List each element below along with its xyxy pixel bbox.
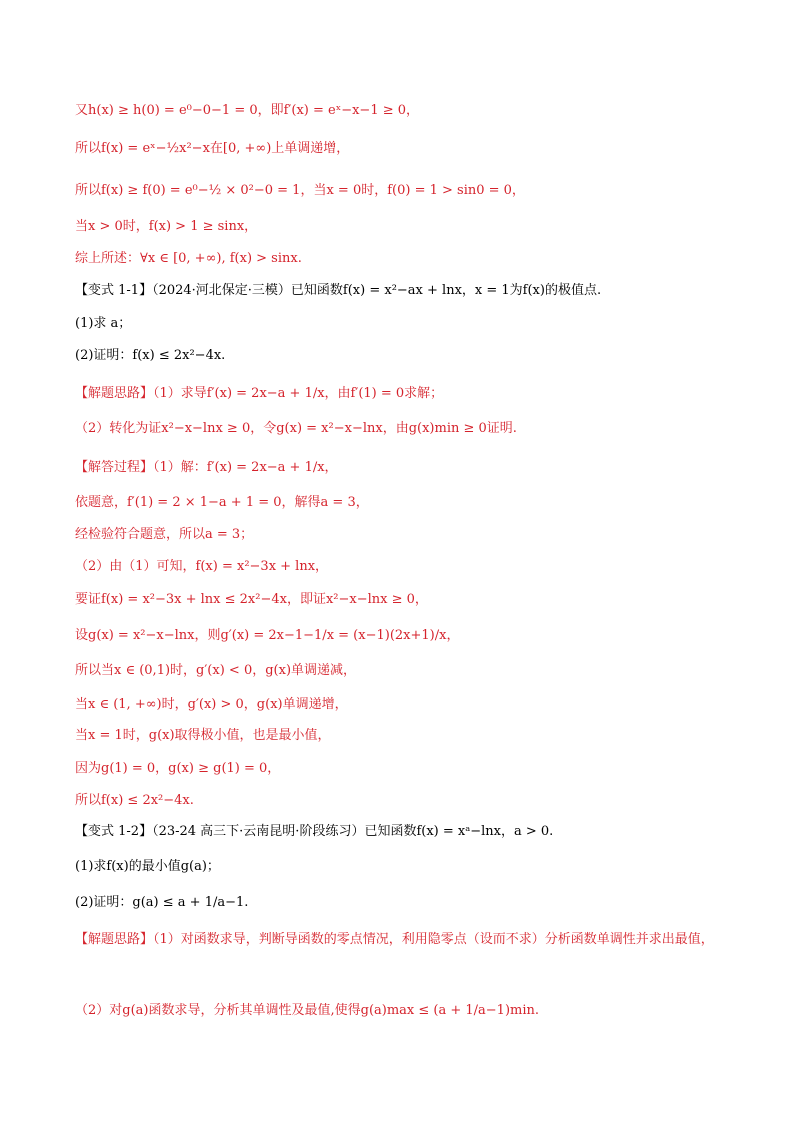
text-line-5: 综上所述：∀x ∈ [0, +∞), f(x) > sinx. bbox=[75, 251, 302, 266]
problem-variant-1-1-heading: 【变式 1-1】（2024·河北保定·三模）已知函数f(x) = x²−ax + lnx，x = 1为f(x)的极值点. bbox=[75, 283, 602, 298]
text-line-2: 所以f(x) = eˣ−½x²−x在[0, +∞)上单调递增， bbox=[75, 141, 350, 156]
text-line-4: 当x > 0时，f(x) > 1 ≥ sinx， bbox=[75, 219, 258, 234]
text-line-21: 所以f(x) ≤ 2x²−4x. bbox=[75, 793, 194, 808]
text-line-18: 当x ∈ (1, +∞)时，g′(x) > 0，g(x)单调递增， bbox=[75, 697, 348, 712]
question-2b: (2)证明：g(a) ≤ a + 1/a−1. bbox=[75, 895, 249, 910]
text-line-19: 当x = 1时，g(x)取得极小值，也是最小值， bbox=[75, 728, 331, 743]
question-1: (1)求 a； bbox=[75, 316, 132, 331]
text-line-20: 因为g(1) = 0，g(x) ≥ g(1) = 0， bbox=[75, 761, 281, 776]
question-1b: (1)求f(x)的最小值g(a)； bbox=[75, 859, 220, 874]
text-line-13: 经检验符合题意，所以a = 3； bbox=[75, 527, 254, 542]
solution-idea-1: 【解题思路】（1）求导f′(x) = 2x−a + 1/x，由f′(1) = 0求解； bbox=[75, 386, 444, 401]
solution-process-1: 【解答过程】（1）解：f′(x) = 2x−a + 1/x， bbox=[75, 460, 338, 475]
text-line-17: 所以当x ∈ (0,1)时，g′(x) < 0，g(x)单调递减， bbox=[75, 663, 357, 678]
text-line-12: 依题意，f′(1) = 2 × 1−a + 1 = 0，解得a = 3， bbox=[75, 495, 369, 510]
problem-variant-1-2-heading: 【变式 1-2】（23-24 高三下·云南昆明·阶段练习）已知函数f(x) = xᵃ−lnx，a > 0. bbox=[75, 824, 554, 839]
solution-idea-2: （2）转化为证x²−x−lnx ≥ 0，令g(x) = x²−x−lnx，由g(x)min ≥ 0证明. bbox=[75, 421, 517, 436]
text-line-3: 所以f(x) ≥ f(0) = e⁰−½ × 0²−0 = 1，当x = 0时，f(0) = 1 > sin0 = 0， bbox=[75, 183, 525, 198]
text-line-16: 设g(x) = x²−x−lnx，则g′(x) = 2x−1−1/x = (x−1)(2x+1)/x， bbox=[75, 628, 460, 643]
solution-idea-1b: 【解题思路】（1）对函数求导，判断导函数的零点情况，利用隐零点（设而不求）分析函数单调性并求出最值， bbox=[75, 932, 714, 947]
question-2: (2)证明：f(x) ≤ 2x²−4x. bbox=[75, 348, 226, 363]
text-line-1: 又h(x) ≥ h(0) = e⁰−0−1 = 0，即f′(x) = eˣ−x−1 ≥ 0， bbox=[75, 103, 420, 118]
solution-idea-2b: （2）对g(a)函数求导，分析其单调性及最值,使得g(a)max ≤ (a + 1/a−1)min. bbox=[75, 1003, 540, 1018]
text-line-14: （2）由（1）可知，f(x) = x²−3x + lnx， bbox=[75, 559, 329, 574]
text-line-15: 要证f(x) = x²−3x + lnx ≤ 2x²−4x，即证x²−x−lnx ≥ 0， bbox=[75, 592, 428, 607]
